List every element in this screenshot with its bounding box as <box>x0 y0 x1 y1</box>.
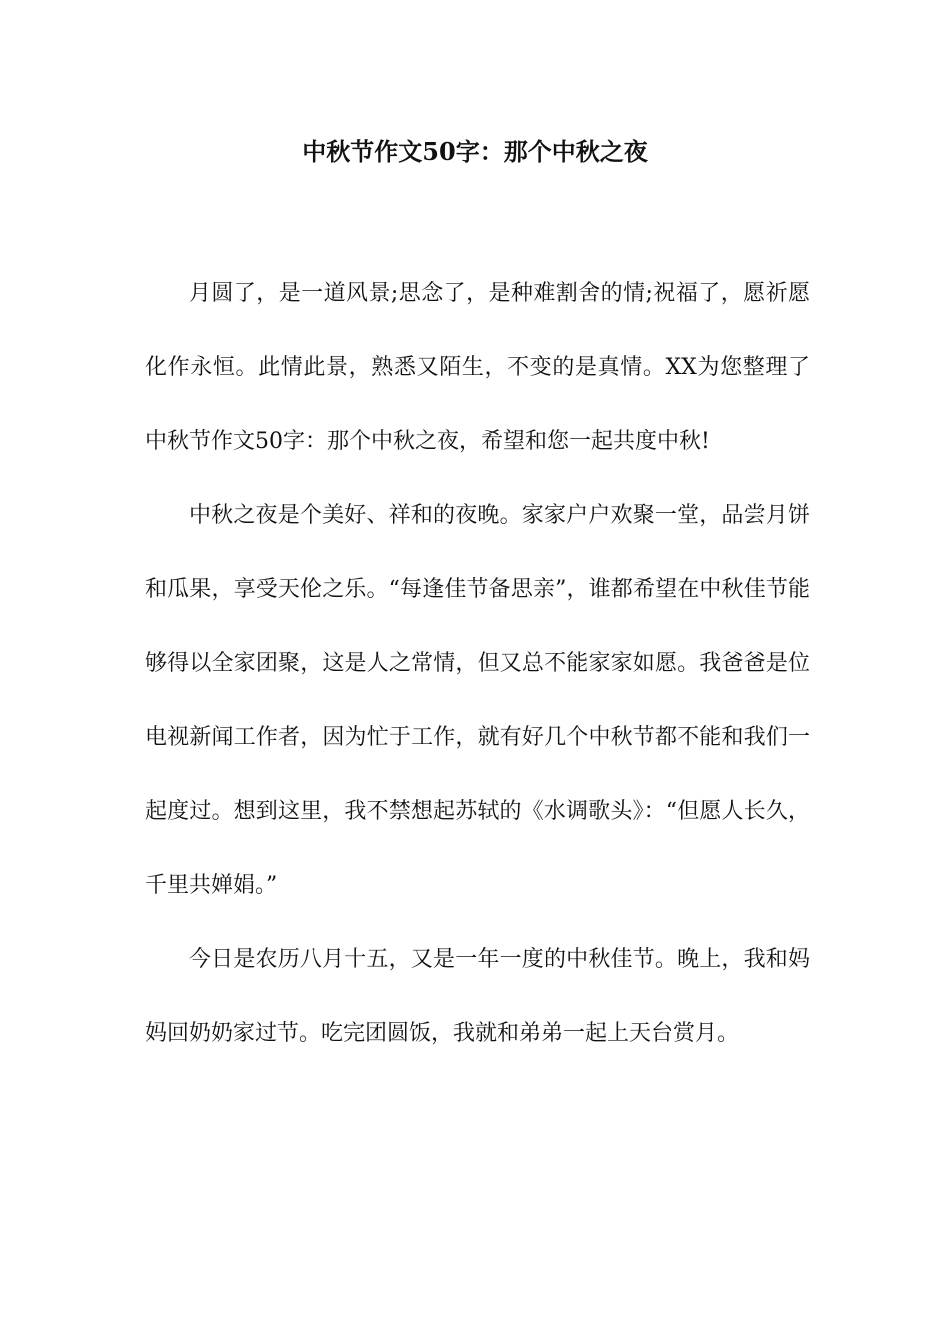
paragraph-2: 中秋之夜是个美好、祥和的夜晚。家家户户欢聚一堂，品尝月饼和瓜果，享受天伦之乐。“每逢佳节备思亲”，谁都希望在中秋佳节能够得以全家团聚，这是人之常情，但又总不能家家如愿。我爸爸是位电视新闻工作者，因为忙于工作，就有好几个中秋节都不能和我们一起度过。想到这里，我不禁想起苏轼的《水调歌头》：“但愿人长久，千里共婵娟。” <box>145 503 810 898</box>
document-title: 中秋节作文50字：那个中秋之夜 <box>302 137 648 166</box>
paragraph-1: 月圆了，是一道风景;思念了，是种难割舍的情;祝福了，愿祈愿化作永恒。此情此景，熟悉又陌生，不变的是真情。XX为您整理了中秋节作文50字：那个中秋之夜，希望和您一起共度中秋! <box>145 281 810 454</box>
document-body <box>145 257 810 1071</box>
paragraph-3: 今日是农历八月十五，又是一年一度的中秋佳节。晚上，我和妈妈回奶奶家过节。吃完团圆饭，我就和弟弟一起上天台赏月。 <box>145 947 810 1046</box>
